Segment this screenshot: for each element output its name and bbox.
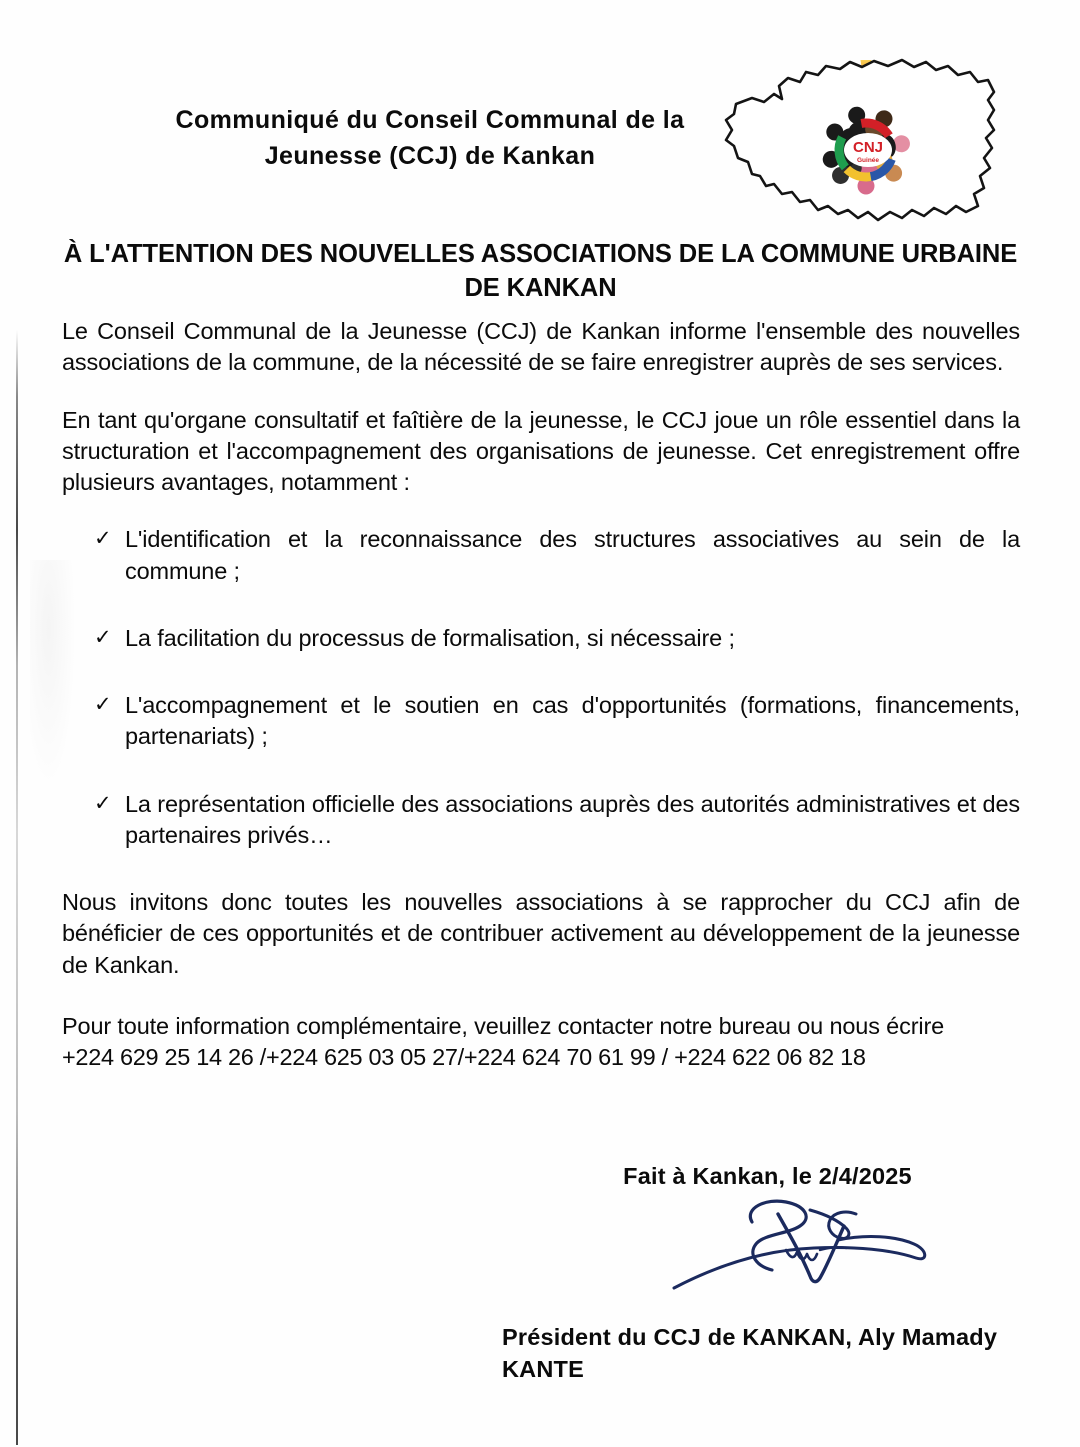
contact-block <box>62 1011 1020 1074</box>
contact-phone-numbers: +224 629 25 14 26 /+224 625 03 05 27/+224 624 70 61 99 / +224 622 06 82 18 <box>62 1044 866 1070</box>
list-item <box>62 690 1020 753</box>
paragraph-role: En tant qu'organe consultatif et faîtière de la jeunesse, le CCJ joue un rôle essentiel dans la structuration et l'accompagnement des organisations de jeunesse. Cet enregistrement offre plusieurs avantages, notamment : <box>62 406 1020 495</box>
header-title: Communiqué du Conseil Communal de la Jeunesse (CCJ) de Kankan <box>175 106 685 171</box>
emblem-subtext: Guinée <box>856 157 880 164</box>
handwritten-signature <box>480 1192 1025 1300</box>
emblem-text: CNJ <box>852 139 884 156</box>
check-icon: ✓ <box>94 693 112 716</box>
signer-title-and-name: Président du CCJ de KANKAN, Aly Mamady KANTE <box>502 1324 998 1382</box>
list-item <box>62 789 1020 852</box>
check-icon: ✓ <box>94 625 112 649</box>
list-item-label: L'accompagnement et le soutien en cas d'opportunités (formations, financements, partenariats) ; <box>125 692 1020 750</box>
scan-artifact-line <box>16 330 18 1445</box>
document-body <box>62 316 1020 1073</box>
list-item-label: L'identification et la reconnaissance des structures associatives au sein de la commune ; <box>125 526 1020 584</box>
paragraph-intro: Le Conseil Communal de la Jeunesse (CCJ) de Kankan informe l'ensemble des nouvelles associations de la commune, de la nécessité de se faire enregistrer auprès de ses services. <box>62 318 1020 376</box>
advantages-list <box>62 524 1020 851</box>
contact-instruction: Pour toute information complémentaire, veuillez contacter notre bureau ou nous écrire <box>62 1012 945 1039</box>
paragraph-invitation: Nous invitons donc toutes les nouvelles associations à se rapprocher du CCJ afin de bénéficier de ces opportunités et de contribuer activement au développement de la jeunesse de Kankan. <box>62 889 1020 978</box>
check-icon: ✓ <box>94 791 112 815</box>
list-item <box>62 524 1020 587</box>
page-title: À L'ATTENTION DES NOUVELLES ASSOCIATIONS DE LA COMMUNE URBAINE DE KANKAN <box>63 240 1018 302</box>
list-item <box>62 623 1020 654</box>
signature-block <box>480 1163 1025 1385</box>
list-item-label: La facilitation du processus de formalisation, si nécessaire ; <box>125 624 735 651</box>
ccj-logo <box>722 42 1012 247</box>
signature-place-date: Fait à Kankan, le 2/4/2025 <box>623 1163 912 1189</box>
list-item-label: La représentation officielle des associations auprès des autorités administratives et des partenaires privés… <box>125 790 1020 848</box>
check-icon: ✓ <box>94 527 112 551</box>
document-header <box>0 92 1080 252</box>
